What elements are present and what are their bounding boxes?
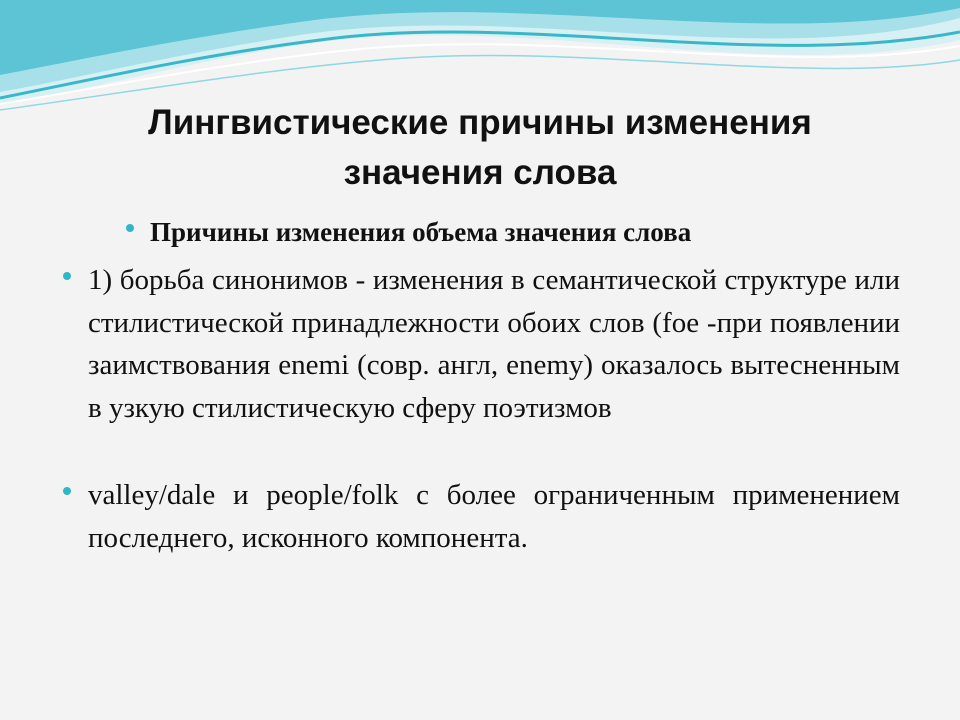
bullet-dot-icon xyxy=(63,272,71,280)
subheading: Причины изменения объема значения слова xyxy=(150,217,692,247)
paragraph-1: 1) борьба синонимов - изменения в семантической структуре или стилистической принадлежности обоих слов (foe -при появлении заимствования enemi (совр. англ, enemy) оказалось вытесненным в узкую стилистическую сферу поэтизмов xyxy=(88,264,900,424)
bullet-dot-icon xyxy=(63,487,71,495)
paragraph-2: valley/dale и people/folk с более ограниченным применением последнего, исконного компонента. xyxy=(88,479,900,554)
title-line-2: значения слова xyxy=(343,153,617,192)
title-line-1: Лингвистические причины изменения xyxy=(148,103,812,142)
slide-title xyxy=(40,98,920,198)
bullet-dot-icon xyxy=(126,224,134,232)
